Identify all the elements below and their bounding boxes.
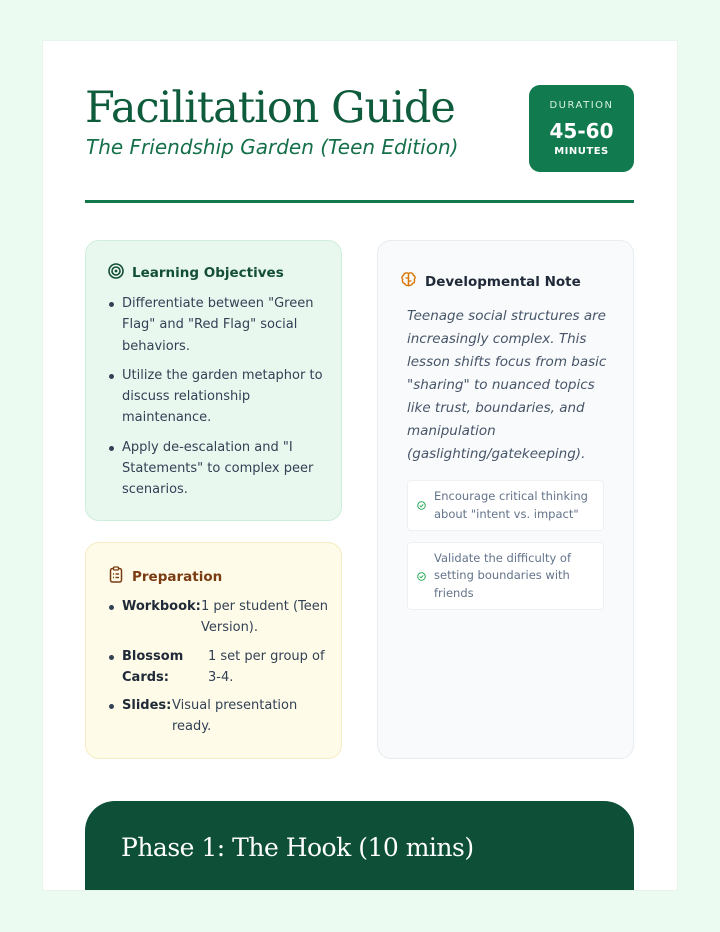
- preparation-item-value: 1 set per group of 3-4.: [208, 648, 325, 685]
- preparation-item-key: Slides:: [122, 698, 172, 714]
- developmental-note-header: [400, 271, 581, 292]
- duration-value: 45-60: [549, 119, 614, 143]
- preparation-item-key: Blossom Cards:: [122, 648, 184, 685]
- preparation-item-key: Workbook:: [122, 599, 201, 614]
- phase-banner: [85, 801, 634, 890]
- tip-item: [407, 480, 604, 531]
- target-icon: [108, 263, 124, 283]
- page-subtitle: The Friendship Garden (Teen Edition): [86, 135, 459, 159]
- learning-objectives-heading: Learning Objectives: [132, 265, 284, 281]
- developmental-note-text: Teenage social structures are increasingly complex. This lesson shifts focus from basic "sharing" to nuanced topics like trust, boundaries, and manipulation (gaslighting/gatekeeping).: [407, 308, 607, 462]
- clipboard-icon: [108, 566, 124, 587]
- preparation-item: [108, 695, 328, 738]
- duration-label: DURATION: [549, 100, 614, 111]
- objectives-list: [108, 293, 323, 509]
- preparation-item: [108, 596, 328, 639]
- check-circle-icon: [408, 501, 434, 510]
- learning-objectives-header: [108, 263, 284, 283]
- tip-item: [407, 542, 604, 610]
- objective-item: Differentiate between "Green Flag" and "Red Flag" social behaviors.: [108, 293, 323, 357]
- preparation-item: [108, 646, 328, 689]
- preparation-item-value: Visual presentation ready.: [172, 698, 298, 735]
- header-divider: [85, 200, 634, 203]
- tip-text: Encourage critical thinking about "intent vs. impact": [434, 489, 588, 521]
- phase-title: Phase 1: The Hook (10 mins): [121, 833, 474, 862]
- guide-page: [43, 41, 677, 890]
- page-title: Facilitation Guide: [85, 83, 455, 133]
- check-circle-icon: [408, 572, 434, 581]
- brain-icon: [400, 271, 417, 292]
- duration-unit: MINUTES: [554, 146, 609, 157]
- duration-badge: [529, 85, 634, 172]
- developmental-note-card: [377, 240, 634, 759]
- developmental-note-heading: Developmental Note: [425, 273, 581, 290]
- objective-item: Apply de-escalation and "I Statements" to complex peer scenarios.: [108, 437, 323, 501]
- preparation-heading: Preparation: [132, 568, 223, 585]
- learning-objectives-card: [85, 240, 342, 521]
- preparation-list: [108, 596, 328, 745]
- preparation-item-value: 1 per student (Teen Version).: [201, 599, 328, 636]
- objective-item: Utilize the garden metaphor to discuss relationship maintenance.: [108, 365, 323, 429]
- preparation-card: [85, 542, 342, 759]
- preparation-header: [108, 566, 222, 587]
- tip-text: Validate the difficulty of setting boundaries with friends: [434, 550, 572, 600]
